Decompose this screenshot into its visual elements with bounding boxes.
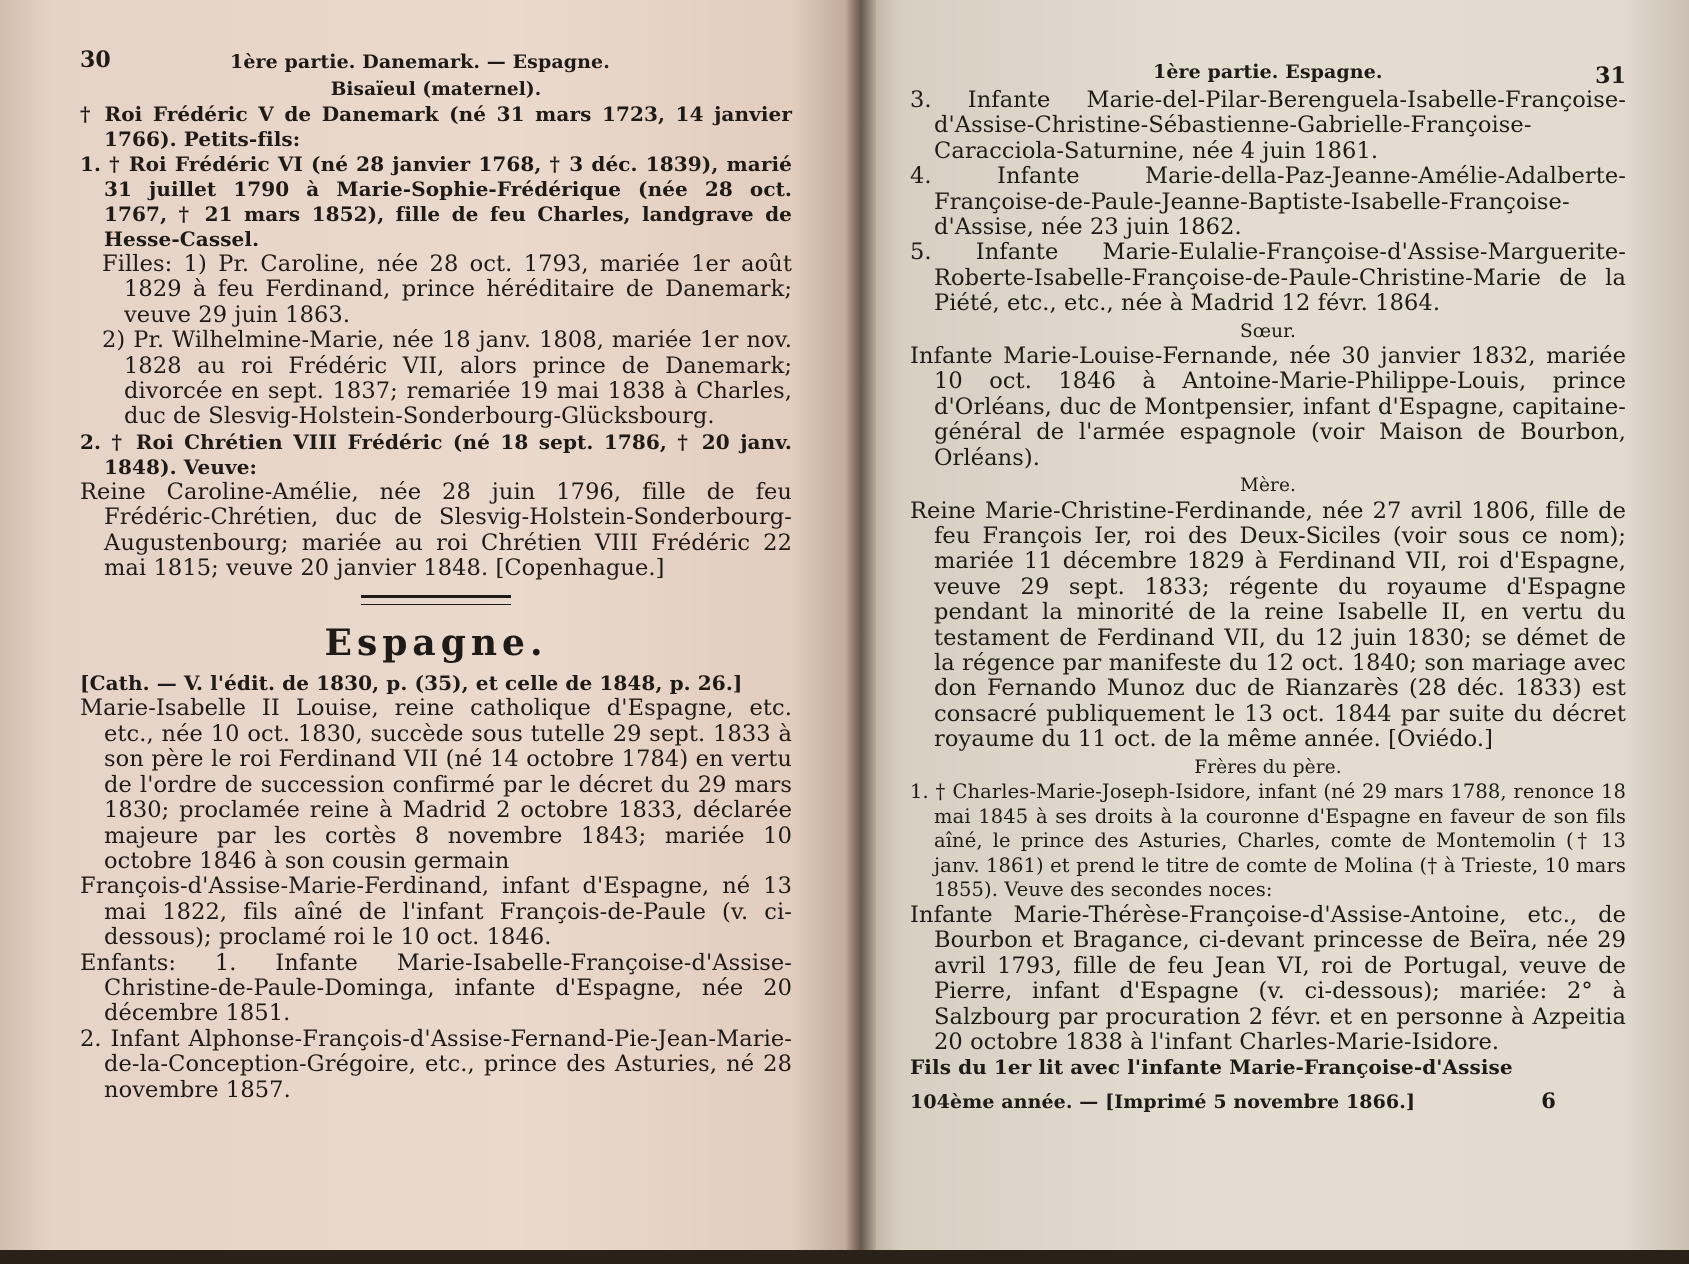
fils-du-1er-lit: Fils du 1er lit avec l'infante Marie-Françoise-d'Assise	[910, 1055, 1513, 1080]
entry-infante-eulalie: 5. Infante Marie-Eulalie-Françoise-d'Assise-Marguerite-Roberte-Isabelle-Françoise-de-Paule-Christine-Marie de la Piété, etc., etc., née à Madrid 12 févr. 1864.	[910, 239, 1626, 317]
entry-frederic-vi: 1. † Roi Frédéric VI (né 28 janvier 1768, † 3 déc. 1839), marié 31 juillet 1790 à Marie-Sophie-Frédérique (née 28 oct. 1767, † 21 mars 1852), fille de feu Charles, landgrave de Hesse-Cassel.	[80, 152, 792, 251]
entry-enfants-1: Enfants: 1. Infante Marie-Isabelle-Françoise-d'Assise-Christine-de-Paule-Dominga, infante d'Espagne, née 20 décembre 1851.	[80, 949, 792, 1027]
entry-charles-marie-joseph: 1. † Charles-Marie-Joseph-Isidore, infant (né 29 mars 1788, renonce 18 mai 1845 à ses droits à la couronne d'Espagne en faveur de son fils aîné, le prince des Asturies, Charles, comte de Montemolin († 13 janv. 1861) et prend le titre de comte de Molina († à Trieste, 10 mars 1855). Veuve des secondes noces:	[910, 779, 1626, 902]
right-page-header	[910, 58, 1626, 88]
heading-soeur: Sœur.	[1239, 320, 1297, 342]
footer-imprint: 104ème année. — [Imprimé 5 novembre 1866.]	[910, 1091, 1416, 1114]
entry-chretien-viii: 2. † Roi Chrétien VIII Frédéric (né 18 sept. 1786, † 20 janv. 1848). Veuve:	[80, 429, 792, 479]
cath-reference: [Cath. — V. l'édit. de 1830, p. (35), et celle de 1848, p. 26.]	[80, 671, 743, 696]
page-number-left: 30	[80, 47, 111, 73]
page-number-right: 31	[1595, 63, 1626, 89]
right-text-column	[910, 58, 1626, 1116]
entry-filles-wilhelmine: 2) Pr. Wilhelmine-Marie, née 18 janv. 1808, mariée 1er nov. 1828 au roi Frédéric VII, alors prince de Danemark; divorcée en sept. 1837; remariée 19 mai 1838 à Charles, duc de Slesvig-Holstein-Sonderbourg-Glücksbourg.	[102, 327, 792, 430]
entry-frederic-v: † Roi Frédéric V de Danemark (né 31 mars 1723, 14 janvier 1766). Petits-fils:	[80, 102, 792, 151]
section-title-espagne: Espagne.	[324, 622, 548, 665]
book-gutter	[846, 0, 876, 1264]
section-divider	[361, 595, 511, 605]
running-title-right: 1ère partie. Espagne.	[1153, 61, 1383, 83]
page-footer	[910, 1090, 1626, 1115]
right-page	[860, 0, 1689, 1264]
running-title-left: 1ère partie. Danemark. — Espagne.	[230, 51, 610, 73]
entry-filles-caroline: Filles: 1) Pr. Caroline, née 28 oct. 1793, mariée 1er août 1829 à feu Ferdinand, prince héréditaire de Danemark; veuve 29 juin 1863.	[102, 251, 792, 328]
entry-reine-caroline-amelie: Reine Caroline-Amélie, née 28 juin 1796, fille de feu Frédéric-Chrétien, duc de Slesvig-Holstein-Sonderbourg-Augustenbourg; mariée au roi Chrétien VIII Frédéric 22 mai 1815; veuve 20 janvier 1848. [Copenhague.]	[80, 478, 792, 582]
entry-infante-paz: 4. Infante Marie-della-Paz-Jeanne-Amélie-Adalberte-Françoise-de-Paule-Jeanne-Baptiste-Isabelle-Françoise-d'Assise, née 23 juin 1862.	[910, 163, 1626, 241]
entry-infante-therese: Infante Marie-Thérèse-Françoise-d'Assise-Antoine, etc., de Bourbon et Bragance, ci-devant princesse de Beïra, née 29 avril 1793, fille de feu Jean VI, roi de Portugal, veuve de Pierre, infant d'Espagne (v. ci-dessous); mariée: 2° à Salzbourg par procuration 2 févr. et en personne à Azpeitia 20 octobre 1838 à l'infant Charles-Marie-Isidore.	[910, 901, 1626, 1055]
entry-enfants-2: 2. Infant Alphonse-François-d'Assise-Fernand-Pie-Jean-Marie-de-la-Conception-Grégoire, etc., prince des Asturies, né 28 novembre 1857.	[80, 1025, 792, 1103]
heading-freres-du-pere: Frères du père.	[1194, 756, 1342, 778]
entry-infante-pilar: 3. Infante Marie-del-Pilar-Berenguela-Isabelle-Françoise-d'Assise-Christine-Sébastienne-Gabrielle-Françoise-Caracciola-Saturnine, née 4 juin 1861.	[910, 87, 1626, 164]
entry-infante-louise: Infante Marie-Louise-Fernande, née 30 janvier 1832, mariée 10 oct. 1846 à Antoine-Marie-Philippe-Louis, prince d'Orléans, duc de Montpensier, infant d'Espagne, capitaine-général de l'armée espagnole (voir Maison de Bourbon, Orléans).	[910, 343, 1626, 471]
entry-reine-marie-christine: Reine Marie-Christine-Ferdinande, née 27 avril 1806, fille de feu François Ier, roi des Deux-Siciles (voir sous ce nom); mariée 11 décembre 1829 à Ferdinand VII, roi d'Espagne, veuve 29 sept. 1833; régente du royaume d'Espagne pendant la minorité de la reine Isabelle II, en vertu du testament de Ferdinand VII, du 12 juin 1830; se démet de la régence par manifeste du 12 oct. 1840; son mariage avec don Fernando Munoz duc de Rianzarès (28 déc. 1833) est consacré publiquement le 13 oct. 1844 par suite du décret royaume du 11 oct. de la même année. [Oviédo.]	[910, 497, 1626, 753]
entry-isabelle-ii: Marie-Isabelle II Louise, reine catholique d'Espagne, etc. etc., née 10 oct. 1830, succède sous tutelle 29 sept. 1833 à son père le roi Ferdinand VII (né 14 octobre 1784) en vertu de l'ordre de succession confirmé par le décret du 29 mars 1830; proclamée reine à Madrid 2 octobre 1833, déclarée majeure par les cortès 8 novembre 1843; mariée 10 octobre 1846 à son cousin germain	[80, 695, 792, 874]
heading-mere: Mère.	[1239, 475, 1297, 497]
left-text-column	[80, 48, 792, 1103]
bottom-edge	[0, 1250, 1689, 1264]
heading-bisaieul: Bisaïeul (maternel).	[330, 79, 542, 100]
signature-mark: 6	[1541, 1088, 1556, 1114]
entry-francois-d-assise: François-d'Assise-Marie-Ferdinand, infant d'Espagne, né 13 mai 1822, fils aîné de l'infant François-de-Paule (v. ci-dessous); proclamé roi le 10 oct. 1846.	[80, 873, 792, 951]
left-page-header	[80, 48, 792, 78]
